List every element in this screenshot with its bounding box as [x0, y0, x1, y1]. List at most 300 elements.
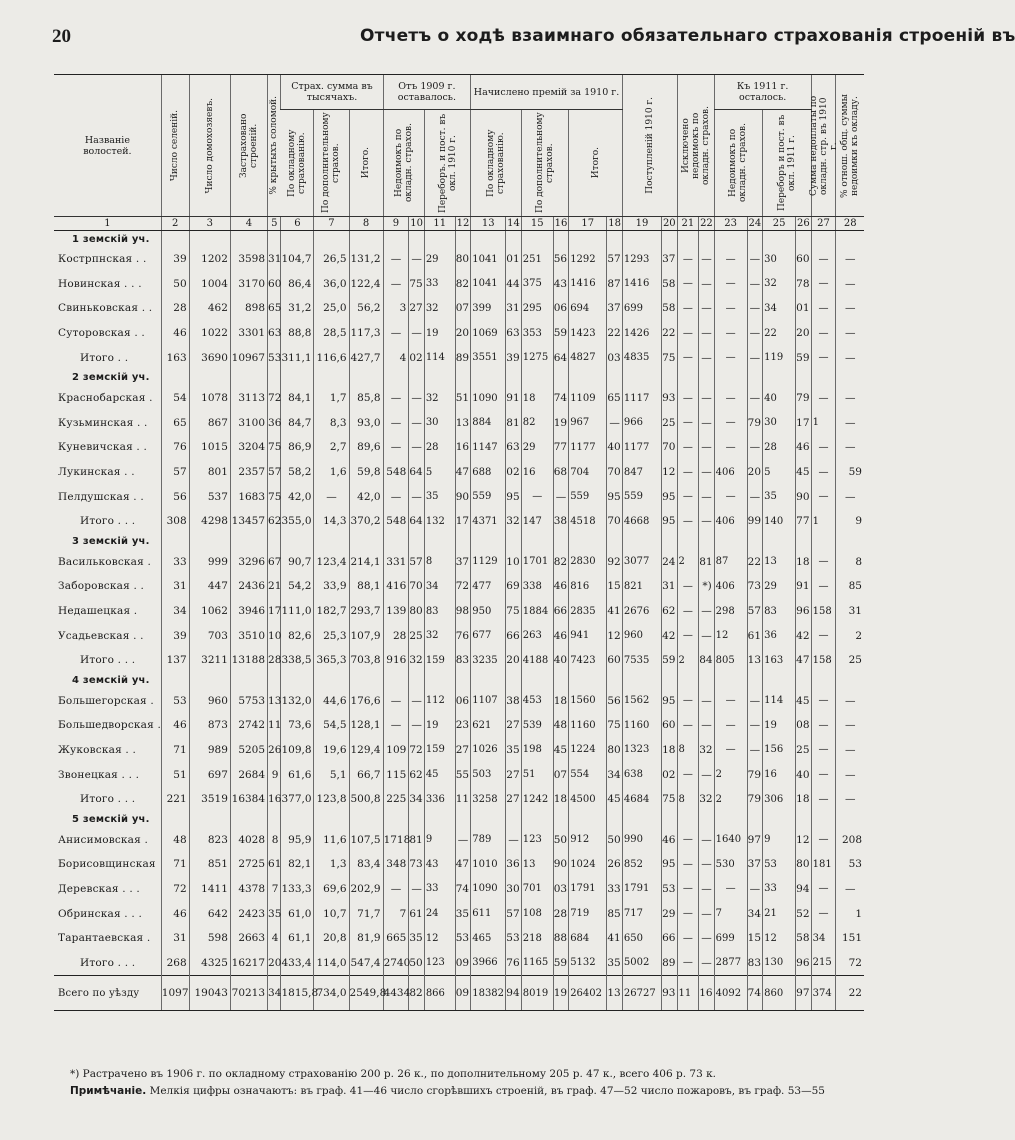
table-cell: 1423 [569, 321, 607, 346]
table-cell: 27 [409, 296, 424, 321]
table-cell: 59 [553, 321, 568, 346]
table-cell: 703,8 [349, 648, 383, 673]
volost-name: Жуковская . . [58, 743, 137, 756]
table-cell: — [699, 877, 714, 902]
table-cell: 5 [424, 460, 455, 485]
table-cell [161, 231, 189, 248]
table-cell: 704 [569, 460, 607, 485]
table-cell: 3966 [471, 950, 506, 975]
table-cell: 16217 [230, 950, 267, 975]
table-cell: 12 [662, 460, 677, 485]
table-cell: 38 [553, 509, 568, 534]
table-cell: — [714, 689, 747, 714]
table-cell: 46 [161, 321, 189, 346]
table-cell: 884 [471, 411, 506, 436]
table-cell: 18 [796, 787, 812, 812]
volost-name: Борисовщинская [58, 858, 156, 871]
table-cell: — [714, 386, 747, 411]
table-cell: — [811, 713, 836, 738]
table-cell: 3113 [230, 386, 267, 411]
table-cell: — [677, 247, 699, 272]
table-cell: 4835 [622, 345, 661, 370]
column-number: 22 [700, 218, 713, 229]
table-cell: 07 [455, 296, 470, 321]
table-cell: — [677, 926, 699, 951]
table-cell: 159 [424, 648, 455, 673]
table-cell: — [699, 926, 714, 951]
table-cell: 88 [553, 926, 568, 951]
table-cell [471, 811, 506, 827]
table-cell: 9 [763, 827, 796, 852]
table-cell: 28,5 [314, 321, 349, 346]
table-cell: 26727 [622, 976, 661, 1011]
table-cell: 208 [836, 827, 864, 852]
table-cell [622, 811, 661, 827]
table-cell [506, 811, 521, 827]
table-cell: 56,2 [349, 296, 383, 321]
header-nedoimok-1911: Недоимокъ по окладн. страхов. [714, 110, 762, 217]
table-cell: 78 [796, 272, 812, 297]
table-cell [714, 811, 747, 827]
table-cell [553, 673, 568, 689]
table-cell: 40 [763, 386, 796, 411]
table-cell: 2,7 [314, 435, 349, 460]
table-cell: 3946 [230, 599, 267, 624]
table-cell: 25 [662, 411, 677, 436]
table-cell [747, 673, 762, 689]
table-cell: 1426 [622, 321, 661, 346]
table-cell: 112 [424, 689, 455, 714]
table-cell: — [677, 762, 699, 787]
table-cell: — [811, 321, 836, 346]
table-cell [811, 370, 836, 386]
table-cell: 375 [521, 272, 553, 297]
table-cell: 34 [424, 574, 455, 599]
table-cell: 4 [383, 345, 409, 370]
table-cell: 916 [383, 648, 409, 673]
column-number: 5 [268, 217, 281, 231]
table-cell: 53 [506, 926, 521, 951]
table-cell: 22 [747, 550, 762, 575]
table-cell: 548 [383, 460, 409, 485]
table-cell: 129,4 [349, 738, 383, 763]
table-cell: 71 [161, 852, 189, 877]
table-cell: 54 [161, 386, 189, 411]
table-cell: 1165 [521, 950, 553, 975]
table-cell: 33 [607, 877, 623, 902]
table-cell: 453 [521, 689, 553, 714]
table-cell: — [747, 877, 762, 902]
table-cell: 20 [796, 321, 812, 346]
table-cell: 306 [763, 787, 796, 812]
table-cell: — [677, 321, 699, 346]
table-cell: 66 [506, 623, 521, 648]
table-cell: 128,1 [349, 713, 383, 738]
table-cell: 83 [747, 950, 762, 975]
table-cell: 151 [836, 926, 864, 951]
table-cell: 114 [763, 689, 796, 714]
table-cell: 158 [811, 599, 836, 624]
table-cell: 16 [763, 762, 796, 787]
header-postuplenii: Поступленій 1910 г. [622, 75, 677, 217]
table-cell: 1562 [622, 689, 661, 714]
table-row [54, 550, 864, 575]
table-cell: 59 [796, 345, 812, 370]
table-cell: 37 [607, 296, 623, 321]
table-cell: 433,4 [281, 950, 314, 975]
table-cell: 406 [714, 574, 747, 599]
table-cell: — [699, 411, 714, 436]
table-cell: 1090 [471, 386, 506, 411]
table-cell: 1177 [569, 435, 607, 460]
table-cell: 132 [424, 509, 455, 534]
table-cell: 48 [553, 713, 568, 738]
table-cell [677, 534, 699, 550]
table-cell: 18 [662, 738, 677, 763]
table-cell: 57 [268, 460, 281, 485]
column-number: 28 [836, 217, 864, 231]
volost-name: Обринская . . . [58, 907, 143, 920]
table-cell: 8 [677, 787, 699, 812]
table-cell: — [383, 713, 409, 738]
table-cell: — [747, 321, 762, 346]
table-cell: 2877 [714, 950, 747, 975]
column-number: 8 [349, 217, 383, 231]
table-cell: — [409, 713, 424, 738]
table-cell: 1416 [622, 272, 661, 297]
table-cell: — [677, 877, 699, 902]
table-cell: 8,3 [314, 411, 349, 436]
table-cell: — [836, 386, 864, 411]
table-cell: 22 [662, 321, 677, 346]
table-cell [281, 370, 314, 386]
table-cell: 684 [569, 926, 607, 951]
table-cell [677, 811, 699, 827]
table-cell: — [677, 827, 699, 852]
table-cell: 697 [189, 762, 230, 787]
table-cell [268, 534, 281, 550]
table-cell [161, 673, 189, 689]
table-row [54, 877, 864, 902]
table-cell: — [699, 272, 714, 297]
table-cell [455, 534, 470, 550]
table-cell: 31 [506, 296, 521, 321]
table-row [54, 247, 864, 272]
table-cell: — [699, 713, 714, 738]
table-row [54, 738, 864, 763]
table-cell: 1069 [471, 321, 506, 346]
table-cell: 3077 [622, 550, 661, 575]
table-cell: 31 [662, 574, 677, 599]
table-cell: 87 [714, 550, 747, 575]
table-cell [268, 673, 281, 689]
table-cell: 94 [506, 976, 521, 1011]
table-cell: 12 [607, 623, 623, 648]
table-cell: — [836, 484, 864, 509]
table-cell [569, 534, 607, 550]
table-cell: 860 [763, 976, 796, 1011]
table-cell [607, 673, 623, 689]
table-cell: — [409, 484, 424, 509]
table-cell: — [811, 550, 836, 575]
table-cell: 10967 [230, 345, 267, 370]
table-cell: 57 [747, 599, 762, 624]
table-cell: 76 [161, 435, 189, 460]
table-cell: 13 [763, 550, 796, 575]
table-cell: 57 [607, 247, 623, 272]
table-cell: — [699, 950, 714, 975]
table-cell: 8 [268, 827, 281, 852]
table-cell: 1560 [569, 689, 607, 714]
table-cell [677, 370, 699, 386]
table-cell: 32 [763, 272, 796, 297]
table-cell [314, 673, 349, 689]
header-pct-otnosh: % отнош. общ. суммы недоимки къ окладу. [836, 75, 864, 217]
table-cell: 54,5 [314, 713, 349, 738]
table-cell: 47 [455, 852, 470, 877]
table-cell [747, 534, 762, 550]
volost-name: Пелдушская . . [58, 490, 144, 503]
table-cell: 1004 [189, 272, 230, 297]
table-cell: 97 [796, 976, 812, 1011]
table-cell: 03 [553, 877, 568, 902]
table-cell: 74 [455, 877, 470, 902]
table-cell: 27 [506, 713, 521, 738]
table-cell: 73 [409, 852, 424, 877]
table-cell: 701 [521, 877, 553, 902]
table-cell: 16 [699, 976, 714, 1011]
table-cell: 3204 [230, 435, 267, 460]
table-cell: 70 [607, 460, 623, 485]
table-cell: 62 [409, 762, 424, 787]
table-cell: 47 [796, 648, 812, 673]
table-cell: 866 [424, 976, 455, 1011]
table-cell: 7 [268, 877, 281, 902]
table-cell: 93 [662, 386, 677, 411]
table-cell: 57 [161, 460, 189, 485]
table-cell: 530 [714, 852, 747, 877]
table-cell: 91 [506, 386, 521, 411]
column-number: 15 [521, 217, 553, 231]
table-cell: 960 [622, 623, 661, 648]
table-cell: 82 [409, 976, 424, 1011]
section-title: 2 земскій уч. [72, 372, 150, 384]
table-cell: 847 [622, 460, 661, 485]
table-cell: 59 [836, 460, 864, 485]
table-cell: — [714, 296, 747, 321]
table-cell: 81 [409, 827, 424, 852]
table-cell: 58 [796, 926, 812, 951]
table-cell: 123,8 [314, 787, 349, 812]
table-cell: — [677, 509, 699, 534]
table-cell: 35 [607, 950, 623, 975]
table-cell [747, 811, 762, 827]
table-cell: 27 [506, 787, 521, 812]
table-cell: — [836, 272, 864, 297]
volost-name: Куневичская . . [58, 441, 148, 454]
table-cell: 2 [677, 648, 699, 673]
table-cell: — [677, 411, 699, 436]
table-cell: 80 [796, 852, 812, 877]
header-pereb-1910: Переборъ. и пост. въ окл. 1910 г. [424, 110, 470, 217]
table-cell: 4434 [383, 976, 409, 1011]
column-number: 20 [662, 218, 676, 229]
table-cell: 39 [161, 623, 189, 648]
table-cell [699, 673, 714, 689]
table-cell: — [747, 689, 762, 714]
table-cell [230, 673, 267, 689]
column-number: 4 [230, 217, 267, 231]
table-cell: 611 [471, 901, 506, 926]
table-cell: — [699, 247, 714, 272]
table-cell: — [383, 247, 409, 272]
table-cell: 61 [268, 852, 281, 877]
table-cell: 1,6 [314, 460, 349, 485]
table-cell [471, 534, 506, 550]
table-cell: — [383, 435, 409, 460]
table-cell: 18 [521, 386, 553, 411]
volost-name: Кострпнская . . [58, 253, 147, 266]
table-cell [349, 673, 383, 689]
table-cell: 912 [569, 827, 607, 852]
table-cell: — [836, 689, 864, 714]
table-cell: 3301 [230, 321, 267, 346]
table-cell [314, 370, 349, 386]
table-cell: 1275 [521, 345, 553, 370]
table-cell: — [836, 296, 864, 321]
table-cell: 554 [569, 762, 607, 787]
table-cell: 163 [763, 648, 796, 673]
table-cell: 75 [409, 272, 424, 297]
table-cell: 13 [607, 976, 623, 1011]
table-cell: 84,7 [281, 411, 314, 436]
table-cell: — [747, 484, 762, 509]
column-number: 27 [811, 217, 836, 231]
table-cell: 621 [471, 713, 506, 738]
table-cell [763, 534, 796, 550]
table-row [54, 852, 864, 877]
table-cell: — [699, 852, 714, 877]
table-cell: — [747, 713, 762, 738]
table-cell: 642 [189, 901, 230, 926]
table-cell [506, 534, 521, 550]
table-cell: 805 [714, 648, 747, 673]
table-cell: 75 [268, 484, 281, 509]
table-cell: 52 [796, 901, 812, 926]
table-cell: 57 [409, 550, 424, 575]
table-cell: 27 [506, 762, 521, 787]
table-cell: 1323 [622, 738, 661, 763]
table-cell: 44 [506, 272, 521, 297]
table-cell: 59 [553, 950, 568, 975]
table-cell: 703 [189, 623, 230, 648]
table-cell [189, 534, 230, 550]
table-cell: 01 [506, 247, 521, 272]
table-cell: — [409, 411, 424, 436]
table-cell: 131,2 [349, 247, 383, 272]
table-cell: 69 [506, 574, 521, 599]
table-cell: 14,3 [314, 509, 349, 534]
table-cell: 89 [662, 950, 677, 975]
table-cell: 93,0 [349, 411, 383, 436]
volost-name: Тарантаевская . [58, 932, 151, 945]
table-cell: — [699, 599, 714, 624]
table-cell: 221 [161, 787, 189, 812]
table-cell: 51 [455, 386, 470, 411]
table-cell: 2740 [383, 950, 409, 975]
table-cell: 4500 [569, 787, 607, 812]
table-cell: 218 [521, 926, 553, 951]
table-cell: 51 [161, 762, 189, 787]
table-cell: — [714, 738, 747, 763]
table-cell: 1078 [189, 386, 230, 411]
table-cell: 72 [268, 386, 281, 411]
table-cell: 1097 [161, 976, 189, 1011]
table-row [54, 484, 864, 509]
table-cell: 941 [569, 623, 607, 648]
table-cell [796, 370, 812, 386]
table-cell: 30 [506, 877, 521, 902]
table-cell: 80 [409, 599, 424, 624]
table-cell: 8 [424, 550, 455, 575]
table-cell: 132,0 [281, 689, 314, 714]
table-cell: 42 [662, 623, 677, 648]
table-cell [747, 231, 762, 248]
table-cell: — [677, 484, 699, 509]
table-cell: 1224 [569, 738, 607, 763]
table-cell: 64 [553, 345, 568, 370]
table-cell: 4092 [714, 976, 747, 1011]
table-cell [569, 811, 607, 827]
note [70, 1085, 825, 1097]
table-cell: 638 [622, 762, 661, 787]
table-cell: — [677, 623, 699, 648]
table-cell: 11 [455, 787, 470, 812]
table-cell: 34 [607, 762, 623, 787]
table-cell: 4827 [569, 345, 607, 370]
table-cell: 1884 [521, 599, 553, 624]
table-cell: 717 [622, 901, 661, 926]
table-cell: 3296 [230, 550, 267, 575]
table-cell: 24 [424, 901, 455, 926]
table-cell: 82,1 [281, 852, 314, 877]
table-cell: 3510 [230, 623, 267, 648]
table-cell: 74 [747, 976, 762, 1011]
table-cell: 81,9 [349, 926, 383, 951]
column-numbers-row [54, 217, 864, 231]
table-cell: 88,1 [349, 574, 383, 599]
table-cell: — [811, 689, 836, 714]
table-cell [281, 673, 314, 689]
table-cell: 28 [424, 435, 455, 460]
table-cell: 406 [714, 460, 747, 485]
table-cell: 35 [424, 484, 455, 509]
table-cell: 37 [455, 550, 470, 575]
table-cell [677, 231, 699, 248]
table-cell: 156 [763, 738, 796, 763]
table-cell: 50 [553, 827, 568, 852]
table-cell: 816 [569, 574, 607, 599]
table-row [54, 574, 864, 599]
table-cell [607, 370, 623, 386]
table-cell: — [811, 484, 836, 509]
table-cell: 5132 [569, 950, 607, 975]
table-cell: 308 [161, 509, 189, 534]
table-cell: 559 [471, 484, 506, 509]
table-cell: — [409, 689, 424, 714]
table-cell: 36 [763, 623, 796, 648]
column-number: 13 [471, 217, 506, 231]
